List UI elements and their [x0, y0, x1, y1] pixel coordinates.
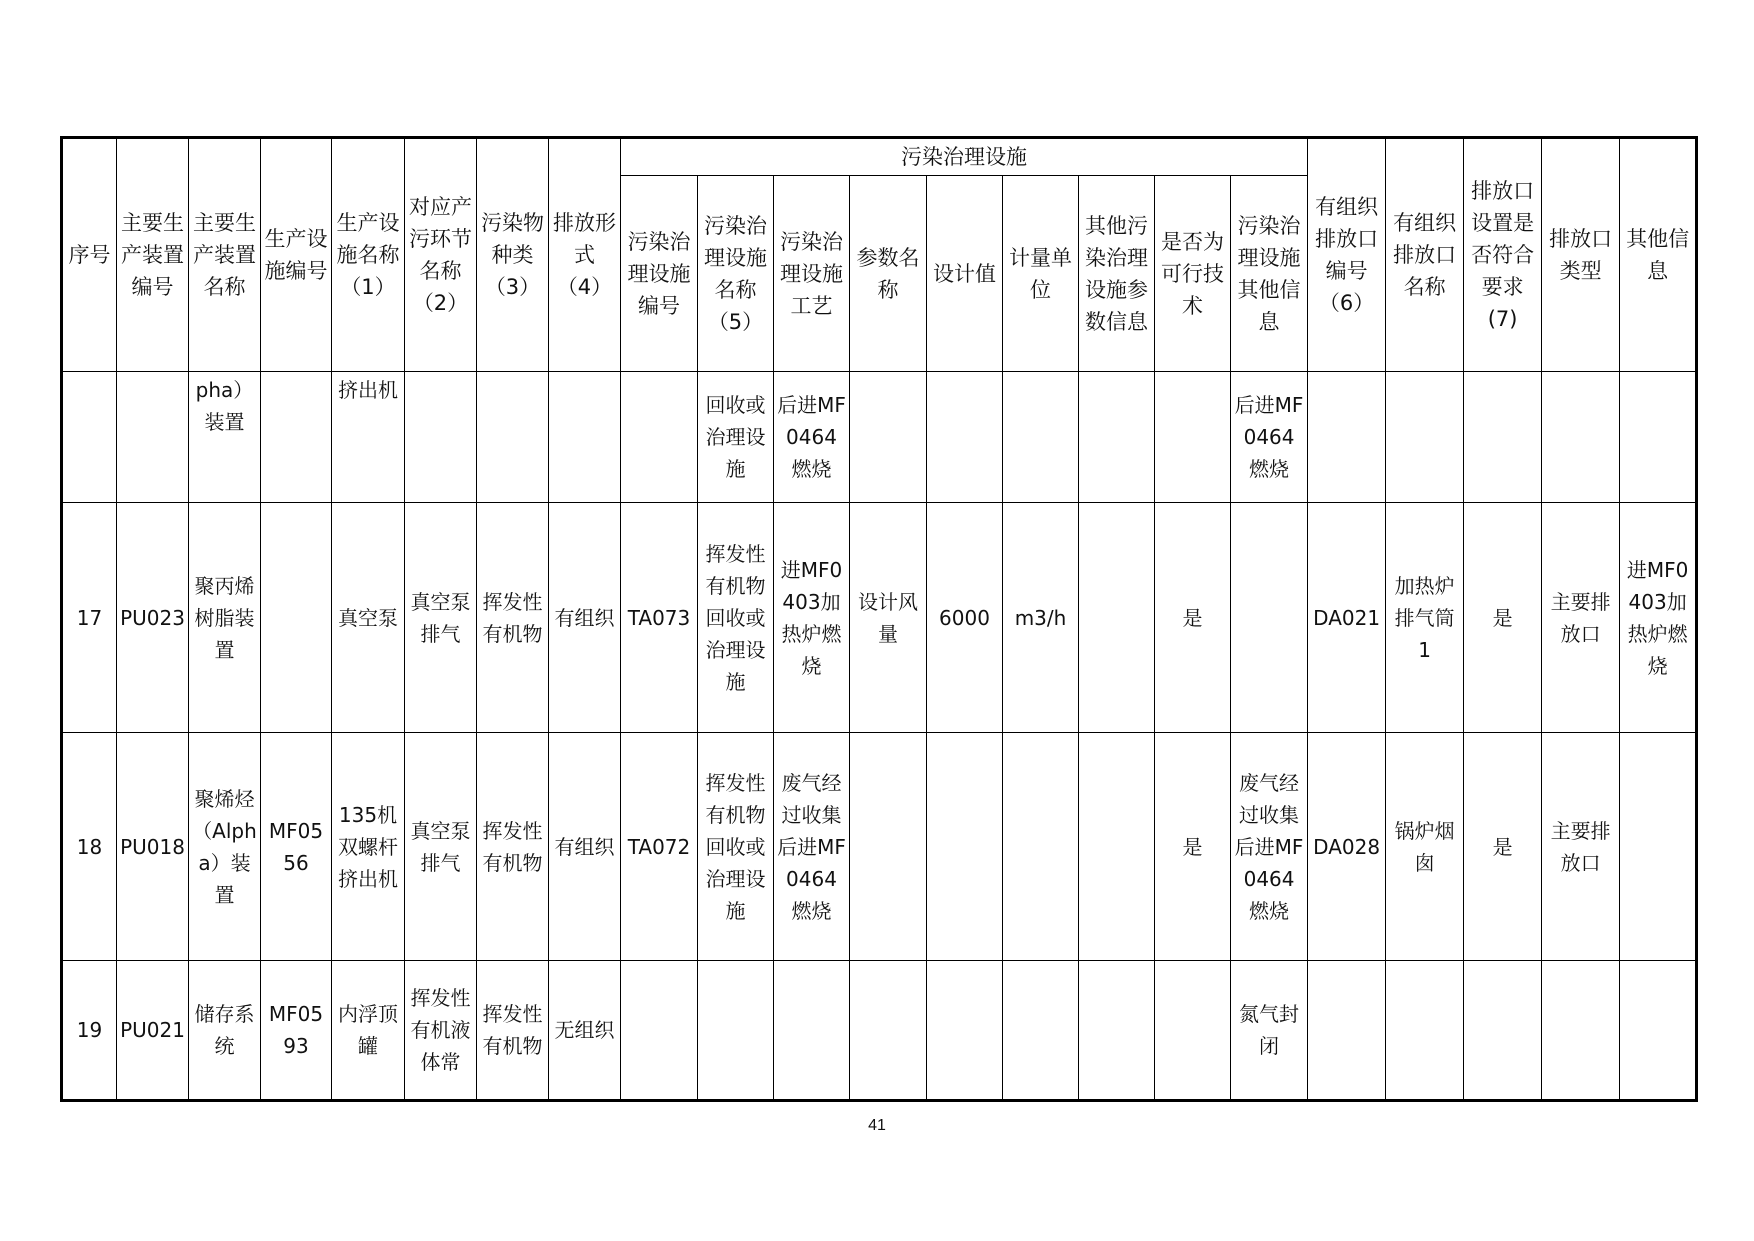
cell-sheshi-mingcheng: 挤出机	[332, 372, 405, 503]
cell-paifangkou-mingcheng	[1386, 372, 1464, 503]
cell-zhuangzhi-bianhao	[117, 372, 189, 503]
cell-zhuangzhi-bianhao: PU023	[117, 503, 189, 733]
cell-paifangkou-mingcheng: 锅炉烟囱	[1386, 733, 1464, 961]
header-zhili-group: 污染治理设施	[621, 138, 1308, 176]
header-huanjie: 对应产污环节名称（2）	[405, 138, 477, 372]
header-jiliang-danwei: 计量单位	[1003, 176, 1079, 372]
header-zhili-mingcheng: 污染治理设施名称（5）	[698, 176, 774, 372]
cell-sheshi-bianhao	[261, 503, 332, 733]
cell-zhili-gongyi: 废气经过收集后进MF0464燃烧	[774, 733, 850, 961]
cell-paifangkou-bianhao: DA028	[1308, 733, 1386, 961]
cell-qita-xinxi: 进MF0403加热炉燃烧	[1620, 503, 1697, 733]
cell-paifangkou-mingcheng: 加热炉排气筒1	[1386, 503, 1464, 733]
cell-kexing	[1155, 961, 1231, 1101]
header-zhili-qita: 污染治理设施其他信息	[1231, 176, 1308, 372]
cell-sheshi-bianhao: MF0593	[261, 961, 332, 1101]
cell-shejizhi	[927, 961, 1003, 1101]
cell-wuranwu: 挥发性有机物	[477, 733, 549, 961]
cell-zhuangzhi-mingcheng: 储存系统	[189, 961, 261, 1101]
cell-paifangkou-mingcheng	[1386, 961, 1464, 1101]
cell-wuranwu	[477, 372, 549, 503]
header-xuhao: 序号	[62, 138, 117, 372]
cell-zhili-bianhao	[621, 372, 698, 503]
header-wuranwu: 污染物种类（3）	[477, 138, 549, 372]
page-number: 41	[868, 1117, 886, 1134]
cell-fuhe: 是	[1464, 733, 1542, 961]
cell-xuhao: 19	[62, 961, 117, 1101]
cell-fuhe	[1464, 372, 1542, 503]
cell-jiliang-danwei	[1003, 733, 1079, 961]
cell-paifangkou-leixing	[1542, 961, 1620, 1101]
cell-zhili-bianhao: TA072	[621, 733, 698, 961]
header-paifang-xingshi: 排放形式（4）	[549, 138, 621, 372]
cell-zhili-qita: 后进MF0464燃烧	[1231, 372, 1308, 503]
header-paifangkou-leixing: 排放口类型	[1542, 138, 1620, 372]
cell-zhuangzhi-bianhao: PU018	[117, 733, 189, 961]
header-qita-canshu: 其他污染治理设施参数信息	[1079, 176, 1155, 372]
cell-wuranwu: 挥发性有机物	[477, 961, 549, 1101]
header-zhuangzhi-bianhao: 主要生产装置编号	[117, 138, 189, 372]
cell-zhili-bianhao: TA073	[621, 503, 698, 733]
header-kexing: 是否为可行技术	[1155, 176, 1231, 372]
header-paifangkou-bianhao: 有组织排放口编号（6）	[1308, 138, 1386, 372]
cell-zhili-qita: 废气经过收集后进MF0464燃烧	[1231, 733, 1308, 961]
header-zhili-bianhao: 污染治理设施编号	[621, 176, 698, 372]
cell-paifangkou-bianhao: DA021	[1308, 503, 1386, 733]
cell-qita-canshu	[1079, 372, 1155, 503]
cell-qita-xinxi	[1620, 733, 1697, 961]
cell-zhili-mingcheng: 挥发性有机物回收或治理设施	[698, 733, 774, 961]
cell-zhili-gongyi: 进MF0403加热炉燃烧	[774, 503, 850, 733]
cell-canshu-mingcheng	[850, 733, 927, 961]
cell-qita-canshu	[1079, 961, 1155, 1101]
cell-huanjie: 真空泵排气	[405, 733, 477, 961]
cell-zhili-mingcheng	[698, 961, 774, 1101]
cell-sheshi-mingcheng: 135机双螺杆挤出机	[332, 733, 405, 961]
cell-canshu-mingcheng: 设计风量	[850, 503, 927, 733]
table-row	[62, 372, 1697, 503]
cell-paifangkou-bianhao	[1308, 961, 1386, 1101]
cell-zhili-mingcheng: 挥发性有机物回收或治理设施	[698, 503, 774, 733]
header-canshu-mingcheng: 参数名称	[850, 176, 927, 372]
header-zhili-gongyi: 污染治理设施工艺	[774, 176, 850, 372]
header-qita-xinxi: 其他信息	[1620, 138, 1697, 372]
table-row	[62, 733, 1697, 961]
cell-paifangkou-bianhao	[1308, 372, 1386, 503]
cell-qita-canshu	[1079, 503, 1155, 733]
cell-qita-xinxi	[1620, 372, 1697, 503]
cell-zhili-mingcheng: 回收或治理设施	[698, 372, 774, 503]
cell-shejizhi: 6000	[927, 503, 1003, 733]
cell-paifang-xingshi: 无组织	[549, 961, 621, 1101]
cell-xuhao	[62, 372, 117, 503]
cell-wuranwu: 挥发性有机物	[477, 503, 549, 733]
cell-huanjie: 真空泵排气	[405, 503, 477, 733]
header-sheshi-mingcheng: 生产设施名称（1）	[332, 138, 405, 372]
cell-sheshi-bianhao: MF0556	[261, 733, 332, 961]
permit-table-wrap	[60, 136, 1695, 1098]
cell-huanjie	[405, 372, 477, 503]
cell-jiliang-danwei	[1003, 372, 1079, 503]
cell-zhuangzhi-mingcheng: 聚丙烯树脂装置	[189, 503, 261, 733]
cell-kexing	[1155, 372, 1231, 503]
cell-zhuangzhi-bianhao: PU021	[117, 961, 189, 1101]
cell-jiliang-danwei	[1003, 961, 1079, 1101]
cell-sheshi-mingcheng: 真空泵	[332, 503, 405, 733]
cell-kexing: 是	[1155, 503, 1231, 733]
cell-qita-xinxi	[1620, 961, 1697, 1101]
header-fuhe: 排放口设置是否符合要求(7)	[1464, 138, 1542, 372]
cell-zhili-qita	[1231, 503, 1308, 733]
cell-zhuangzhi-mingcheng: 聚烯烃（Alpha）装置	[189, 733, 261, 961]
cell-paifangkou-leixing	[1542, 372, 1620, 503]
header-sheshi-bianhao: 生产设施编号	[261, 138, 332, 372]
cell-zhuangzhi-mingcheng: pha）装置	[189, 372, 261, 503]
header-shejizhi: 设计值	[927, 176, 1003, 372]
cell-shejizhi	[927, 372, 1003, 503]
cell-paifang-xingshi: 有组织	[549, 733, 621, 961]
header-zhuangzhi-mingcheng: 主要生产装置名称	[189, 138, 261, 372]
cell-paifang-xingshi	[549, 372, 621, 503]
cell-kexing: 是	[1155, 733, 1231, 961]
cell-zhili-gongyi	[774, 961, 850, 1101]
table-row	[62, 961, 1697, 1101]
cell-paifangkou-leixing: 主要排放口	[1542, 733, 1620, 961]
pollution-facility-table	[60, 136, 1698, 1102]
cell-huanjie: 挥发性有机液体常	[405, 961, 477, 1101]
cell-canshu-mingcheng	[850, 372, 927, 503]
cell-xuhao: 17	[62, 503, 117, 733]
cell-zhili-gongyi: 后进MF0464燃烧	[774, 372, 850, 503]
cell-shejizhi	[927, 733, 1003, 961]
cell-qita-canshu	[1079, 733, 1155, 961]
cell-zhili-qita: 氮气封闭	[1231, 961, 1308, 1101]
cell-canshu-mingcheng	[850, 961, 927, 1101]
cell-sheshi-bianhao	[261, 372, 332, 503]
header-paifangkou-mingcheng: 有组织排放口名称	[1386, 138, 1464, 372]
cell-sheshi-mingcheng: 内浮顶罐	[332, 961, 405, 1101]
table-row	[62, 503, 1697, 733]
cell-fuhe: 是	[1464, 503, 1542, 733]
cell-fuhe	[1464, 961, 1542, 1101]
cell-jiliang-danwei: m3/h	[1003, 503, 1079, 733]
cell-zhili-bianhao	[621, 961, 698, 1101]
cell-paifang-xingshi: 有组织	[549, 503, 621, 733]
cell-xuhao: 18	[62, 733, 117, 961]
cell-paifangkou-leixing: 主要排放口	[1542, 503, 1620, 733]
